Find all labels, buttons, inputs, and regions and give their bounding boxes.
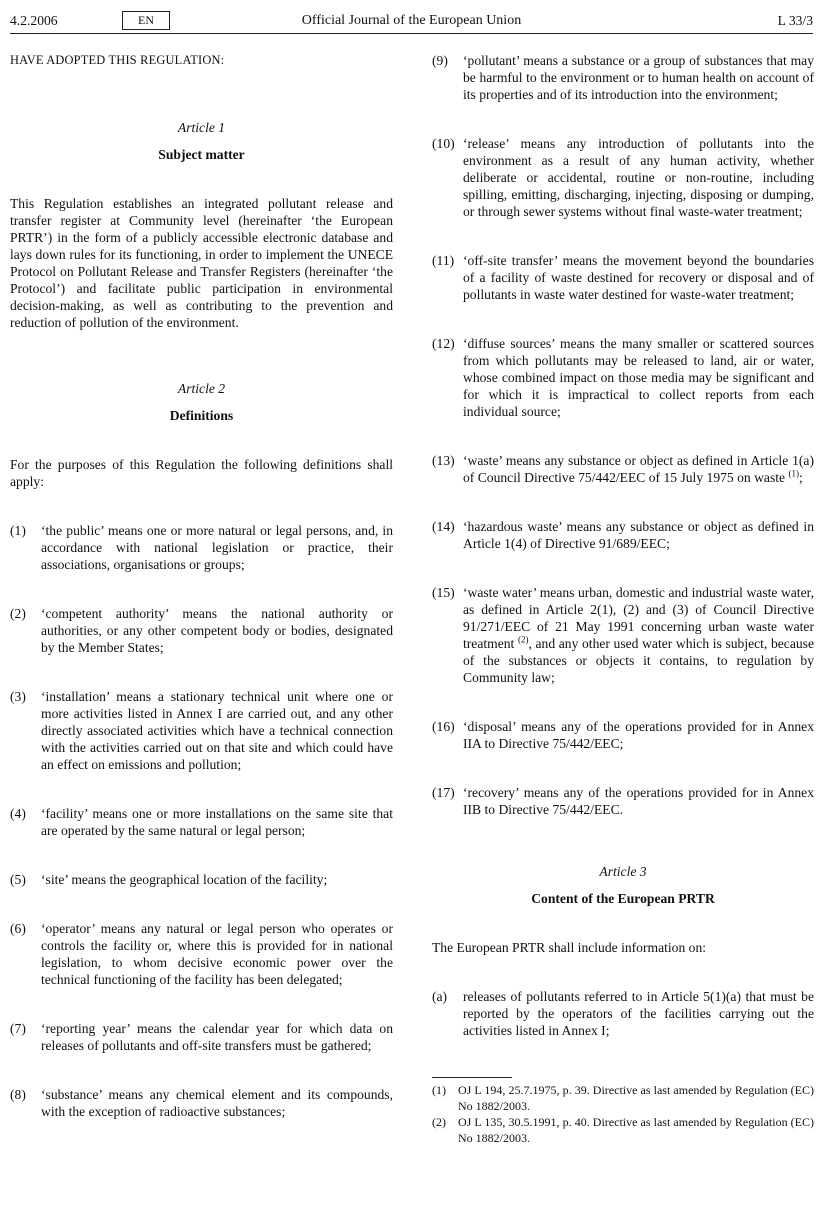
item-number: (7): [10, 1021, 26, 1036]
item-number: (16): [432, 719, 455, 734]
right-column: [432, 52, 814, 1146]
item-text: releases of pollutants referred to in Article 5(1)(a) that must be reported by the operators of the facilities carrying out the activities listed in Annex I;: [463, 989, 814, 1038]
article-1-title: Subject matter: [158, 147, 245, 162]
item-text: ‘recovery’ means any of the operations provided for in Annex IIB to Directive 75/442/EEC.: [463, 785, 814, 817]
item-text: ‘disposal’ means any of the operations provided for in Annex IIA to Directive 75/442/EEC;: [463, 719, 814, 751]
page-reference: L 33/3: [777, 13, 813, 28]
definition-item: [10, 805, 393, 839]
definition-item: [10, 1020, 393, 1054]
article-1-text: This Regulation establishes an integrated pollutant release and transfer register at Community level (hereinafter ‘the European PRTR’) in the form of a publicly accessible electronic database and lays down rules for its functioning, in order to implement the UNECE Protocol on Pollutant Release and Transfer Registers (hereinafter ‘the Protocol’) and facilitate public participation in environmental decision-making, as well as contributing to the prevention and reduction of pollution of the environment.: [10, 196, 393, 330]
page-header: [10, 10, 813, 34]
item-number: (17): [432, 785, 455, 800]
article-3-intro: The European PRTR shall include information on:: [432, 940, 707, 955]
item-text-after: ;: [798, 470, 803, 485]
item-text: ‘operator’ means any natural or legal person who operates or controls the facility or, where this is provided for in national legislation, to whom decisive economic power over the technical functioning of the facility has been delegated;: [41, 921, 393, 987]
item-text: ‘release’ means any introduction of pollutants into the environment as a result of any human activity, whether deliberate or accidental, routine or non-routine, including spilling, emitting, discharging, injecting, disposing or dumping, or through sewer systems without final waste-water treatment;: [463, 136, 814, 219]
definition-item: [10, 688, 393, 773]
content-item-a: [432, 988, 814, 1039]
footnote-number: (2): [432, 1115, 446, 1129]
publication-date: 4.2.2006: [10, 13, 58, 28]
definition-item: [432, 452, 814, 486]
item-text: ‘hazardous waste’ means any substance or object as defined in Article 1(4) of Directive 91/689/EEC;: [463, 519, 814, 551]
definition-item: [10, 1086, 393, 1120]
item-number: (9): [432, 53, 448, 68]
item-text: ‘off-site transfer’ means the movement beyond the boundaries of a facility of waste destined for recovery or disposal and of pollutants in waste water destined for waste-water treatment;: [463, 253, 814, 302]
definition-item: [432, 252, 814, 303]
footnote-text: OJ L 194, 25.7.1975, p. 39. Directive as last amended by Regulation (EC) No 1882/2003.: [458, 1083, 814, 1113]
article-2-title: Definitions: [169, 408, 234, 423]
item-number: (2): [10, 606, 26, 621]
item-number: (15): [432, 585, 455, 600]
adopted-statement: HAVE ADOPTED THIS REGULATION:: [10, 53, 225, 67]
item-text: ‘the public’ means one or more natural or legal persons, and, in accordance with national legislation or practice, their associations, organisations or groups;: [41, 523, 393, 572]
definition-item: [10, 871, 393, 888]
article-1-number: Article 1: [177, 120, 226, 135]
item-text: ‘waste’ means any substance or object as defined in Article 1(a) of Council Directive 75/442/EEC of 15 July 1975 on waste: [463, 453, 814, 485]
item-number: (a): [432, 989, 448, 1004]
definition-item: [432, 135, 814, 220]
item-text: ‘diffuse sources’ means the many smaller or scattered sources from which pollutants may be released to land, air or water, whose combined impact on those media may be significant and for which it is impractical to collect reports from each individual source;: [463, 336, 814, 419]
definition-item: [432, 718, 814, 752]
item-number: (10): [432, 136, 455, 151]
article-2-intro: For the purposes of this Regulation the following definitions shall apply:: [10, 457, 393, 489]
article-2-number: Article 2: [177, 381, 226, 396]
language-badge: EN: [122, 11, 170, 30]
item-text-after: , and any other used water which is subject, because of the substances or objects it contains, to regulation by Community law;: [463, 636, 814, 685]
definition-item: [432, 784, 814, 818]
definition-item: [10, 522, 393, 573]
item-number: (4): [10, 806, 26, 821]
footnote: [432, 1114, 814, 1146]
item-text: ‘substance’ means any chemical element and its compounds, with the exception of radioactive substances;: [41, 1087, 393, 1119]
item-text: ‘installation’ means a stationary technical unit where one or more activities listed in Annex I are carried out, and any other directly associated activities which have a technical connection with the activities carried out on that site and which could have an effect on emissions and pollution;: [41, 689, 393, 772]
footnote-ref[interactable]: (1): [788, 468, 799, 479]
item-number: (14): [432, 519, 455, 534]
footnote-ref[interactable]: (2): [517, 634, 529, 645]
item-text: ‘site’ means the geographical location of the facility;: [41, 872, 328, 887]
item-number: (1): [10, 523, 26, 538]
journal-title: Official Journal of the European Union: [301, 13, 522, 28]
item-number: (11): [432, 253, 455, 268]
item-number: (6): [10, 921, 26, 936]
item-text: ‘competent authority’ means the national authority or authorities, or any other competent body or bodies, designated by the Member States;: [41, 606, 393, 655]
definition-item: [432, 584, 814, 686]
left-column: [10, 52, 393, 1120]
footnote-divider: [432, 1077, 512, 1078]
footnote-text: OJ L 135, 30.5.1991, p. 40. Directive as last amended by Regulation (EC) No 1882/2003.: [458, 1115, 814, 1145]
article-3-number: Article 3: [599, 864, 647, 879]
definition-item: [432, 52, 814, 103]
footnote: [432, 1082, 814, 1114]
definition-item: [432, 518, 814, 552]
item-text: ‘pollutant’ means a substance or a group of substances that may be harmful to the environment or to human health on account of its properties and of its introduction into the environment;: [463, 53, 814, 102]
article-3-title: Content of the European PRTR: [531, 891, 715, 906]
item-number: (12): [432, 336, 455, 351]
definition-item: [10, 920, 393, 988]
item-text: ‘facility’ means one or more installations on the same site that are operated by the same natural or legal person;: [41, 806, 393, 838]
item-number: (8): [10, 1087, 26, 1102]
item-text: ‘waste water’ means urban, domestic and industrial waste water, as defined in Article 2(1), (2) and (3) of Council Directive 91/271/EEC of 21 May 1991 concerning urban waste water treatment: [463, 585, 814, 651]
item-number: (5): [10, 872, 26, 887]
item-text: ‘reporting year’ means the calendar year for which data on releases of pollutants and off-site transfers must be gathered;: [41, 1021, 393, 1053]
footnote-number: (1): [432, 1083, 446, 1097]
definition-item: [10, 605, 393, 656]
item-number: (13): [432, 453, 455, 468]
item-number: (3): [10, 689, 26, 704]
definition-item: [432, 335, 814, 420]
